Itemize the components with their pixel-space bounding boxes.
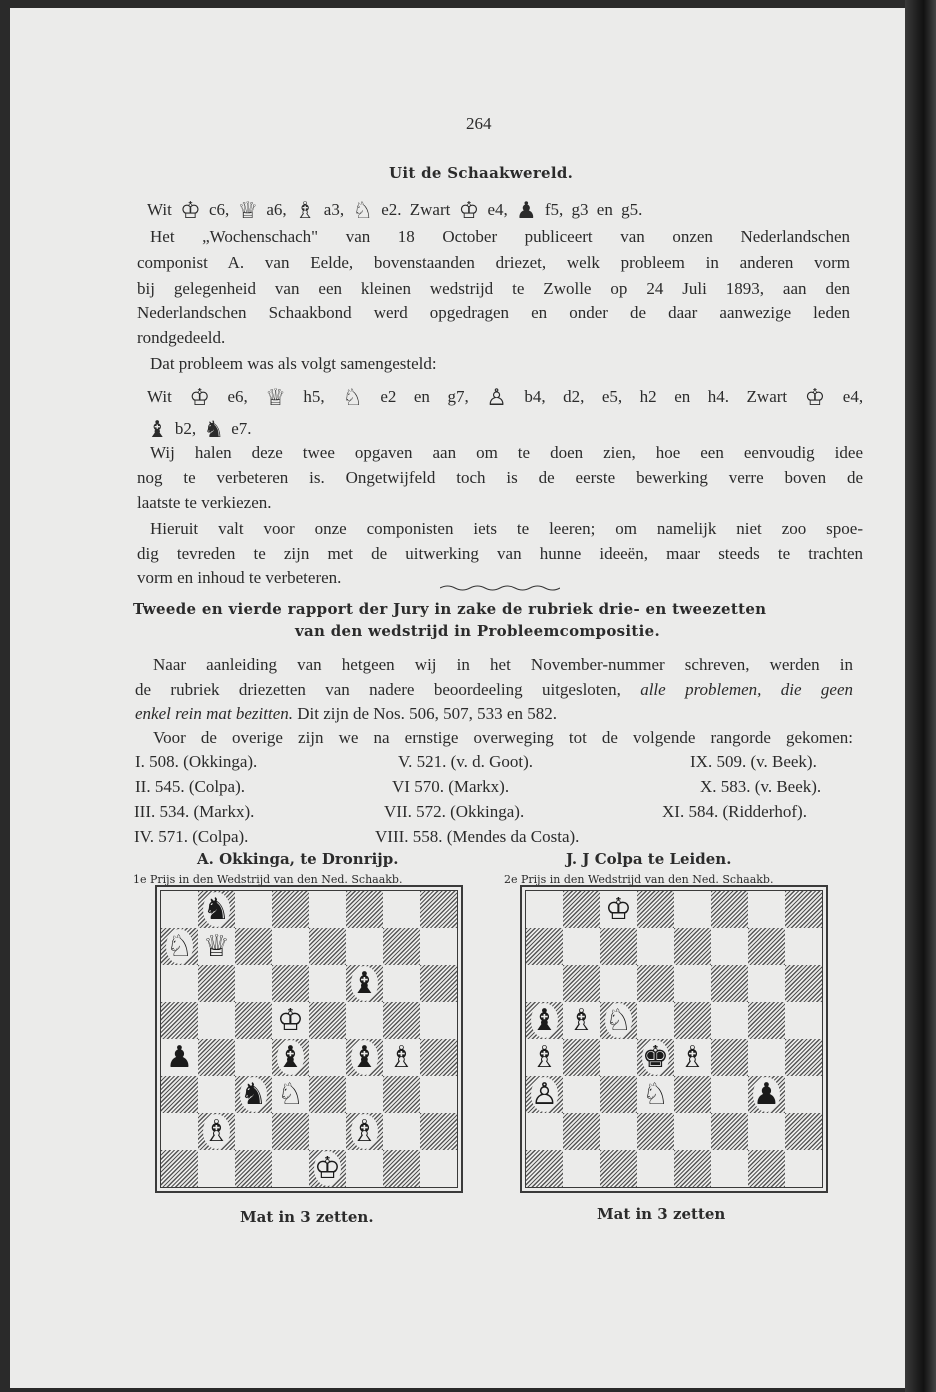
board-square: [383, 1113, 420, 1150]
italic-text-run: alle problemen, die geen: [640, 680, 853, 699]
white-king-square: e6,: [227, 387, 248, 406]
white-pawn-squares: b4, d2, e5, h2 en h4.: [524, 387, 730, 406]
white-bishop-icon: ♗: [351, 1114, 378, 1149]
section-heading-rapport-line1: Tweede en vierde rapport der Jury in zake de rubriek drie- en tweezetten: [133, 600, 767, 618]
board-square: [420, 891, 457, 928]
board-square: [674, 928, 711, 965]
label-zwart: Zwart: [746, 387, 788, 406]
board-square: [600, 928, 637, 965]
board-square: [309, 965, 346, 1002]
board-square: [198, 1150, 235, 1187]
board-square: [748, 965, 785, 1002]
paragraph-line: Dat probleem was als volgt samengesteld:: [150, 354, 437, 373]
board-square: [383, 1002, 420, 1039]
board-square: [161, 1002, 198, 1039]
board-square: [748, 891, 785, 928]
label-wit: Wit: [147, 387, 172, 406]
board-square: [161, 1150, 198, 1187]
paragraph-line: Nederlandschen Schaakbond werd opgedragen en onder de daar aanwezige leden: [137, 303, 850, 322]
white-pawn-icon: ♙: [531, 1077, 558, 1112]
board-square: [161, 965, 198, 1002]
board-square: [420, 928, 457, 965]
black-king-square: e4,: [842, 387, 864, 406]
ranking-entry: IX. 509. (v. Beek).: [690, 752, 817, 771]
paragraph-line: Het „Wochenschach" van 18 October publiceert van onzen Nederlandschen: [150, 227, 850, 246]
board-square: [420, 1113, 457, 1150]
white-knight-icon: ♘: [277, 1077, 304, 1112]
white-queen-square: h5,: [303, 387, 325, 406]
paragraph-line: rondgedeeld.: [137, 328, 226, 347]
board-square: [711, 891, 748, 928]
ranking-entry: II. 545. (Colpa).: [135, 777, 246, 796]
white-queen-icon: ♕: [237, 198, 259, 224]
board-square: [235, 1113, 272, 1150]
black-bishop-icon: ♝: [351, 1040, 378, 1075]
board-square: [346, 1076, 383, 1113]
paragraph-line: laatste te verkiezen.: [137, 493, 272, 512]
diagram-text-line-2: [147, 386, 863, 409]
board-square: [563, 1150, 600, 1187]
board-square: [563, 1039, 600, 1076]
board-square: [309, 891, 346, 928]
white-bishop-icon: ♗: [679, 1040, 706, 1075]
ranking-entry: VIII. 558. (Mendes da Costa).: [375, 827, 580, 846]
board-square: [235, 1150, 272, 1187]
paragraph-line: [135, 703, 557, 725]
board-square: [637, 1150, 674, 1187]
board-square: [309, 1113, 346, 1150]
board-square: [785, 1076, 822, 1113]
white-knight-icon: ♘: [605, 1003, 632, 1038]
chess-board-2: [520, 885, 828, 1193]
board-square: [748, 1002, 785, 1039]
problem-author-2: J. J Colpa te Leiden.: [566, 850, 732, 868]
white-pawn-icon: ♙: [486, 385, 507, 411]
board-square: [711, 965, 748, 1002]
white-knight-square: e2.: [381, 200, 402, 219]
board-square: [420, 1039, 457, 1076]
label-zwart: Zwart: [409, 200, 451, 219]
black-bishop-icon: ♝: [531, 1003, 558, 1038]
book-spine-shadow: [905, 0, 936, 1392]
board-square: [711, 1150, 748, 1187]
text-run: de rubriek driezetten van nadere beoordeeling uitgesloten,: [135, 680, 621, 699]
board-square: [563, 891, 600, 928]
ranking-entry: X. 583. (v. Beek).: [700, 777, 822, 796]
board-square: [383, 965, 420, 1002]
white-knight-icon: ♘: [166, 929, 193, 964]
board-square: [420, 1002, 457, 1039]
board-square: [309, 1076, 346, 1113]
board-square: [383, 1076, 420, 1113]
board-square: [637, 891, 674, 928]
text-run: Dit zijn de Nos. 506, 507, 533 en 582.: [297, 704, 557, 723]
black-pawn-icon: ♟: [166, 1040, 193, 1075]
paragraph-line: nog te verbeteren is. Ongetwijfeld toch is de eerste bewerking verre boven de: [137, 468, 863, 487]
board-square: [711, 1113, 748, 1150]
board-square: [785, 1150, 822, 1187]
board-square: [785, 1113, 822, 1150]
diagram-text-line-3: [147, 418, 252, 441]
book-page: [10, 8, 905, 1388]
board-square: [600, 965, 637, 1002]
board-square: [161, 1076, 198, 1113]
board-square: [526, 891, 563, 928]
board-square: [748, 928, 785, 965]
ranking-entry: IV. 571. (Colpa).: [134, 827, 249, 846]
black-pawn-squares: f5, g3 en g5.: [544, 200, 643, 219]
board-square: [785, 928, 822, 965]
board-square: [161, 1113, 198, 1150]
black-knight-icon: ♞: [203, 892, 230, 927]
board-square: [711, 928, 748, 965]
ranking-entry: III. 534. (Markx).: [134, 802, 255, 821]
paragraph-line: Voor de overige zijn we na ernstige overweging tot de volgende rangorde gekomen:: [153, 728, 853, 747]
board-square: [198, 1002, 235, 1039]
board-square: [711, 1039, 748, 1076]
board-square: [637, 1113, 674, 1150]
black-knight-icon: ♞: [240, 1077, 267, 1112]
board-square: [563, 1113, 600, 1150]
board-square: [235, 1039, 272, 1076]
board-square: [600, 1113, 637, 1150]
white-bishop-icon: ♗: [388, 1040, 415, 1075]
board-square: [748, 1039, 785, 1076]
board-square: [526, 965, 563, 1002]
chess-board-1: [155, 885, 463, 1193]
board-square: [346, 891, 383, 928]
paragraph-line: dig tevreden te zijn met de uitwerking van hunne ideeën, maar steeds te trachten: [137, 544, 863, 563]
white-bishop-icon: ♗: [294, 198, 316, 224]
board-square: [235, 1002, 272, 1039]
board-square: [785, 1002, 822, 1039]
white-bishop-icon: ♗: [531, 1040, 558, 1075]
black-king-icon: ♔: [804, 385, 826, 411]
board-square: [346, 1002, 383, 1039]
white-king-square: c6,: [208, 200, 230, 219]
board-square: [711, 1076, 748, 1113]
board-square: [272, 965, 309, 1002]
problem-prize-1: 1e Prijs in den Wedstrijd van den Ned. Schaakb.: [133, 873, 403, 886]
paragraph-line: Wij halen deze twee opgaven aan om te doen zien, hoe een eenvoudig idee: [150, 443, 863, 462]
white-king-icon: ♔: [189, 385, 210, 411]
paragraph-line: bij gelegenheid van een kleinen wedstrijd te Zwolle op 24 Juli 1893, aan den: [137, 279, 850, 298]
white-queen-icon: ♕: [265, 385, 286, 411]
board-square: [309, 1002, 346, 1039]
board-grid: [160, 890, 458, 1188]
black-king-icon: ♔: [458, 198, 480, 224]
board-square: [420, 1076, 457, 1113]
board-square: [420, 965, 457, 1002]
problem-author-1: A. Okkinga, te Dronrijp.: [197, 850, 399, 868]
board-square: [600, 1076, 637, 1113]
board-square: [346, 928, 383, 965]
black-knight-square: e7.: [231, 419, 252, 438]
board-square: [674, 1076, 711, 1113]
board-square: [785, 965, 822, 1002]
board-square: [563, 928, 600, 965]
white-king-icon: ♔: [277, 1003, 304, 1038]
board-square: [272, 928, 309, 965]
section-divider: [440, 584, 560, 592]
section-heading-schaakwereld: Uit de Schaakwereld.: [389, 164, 574, 182]
black-bishop-icon: ♝: [147, 417, 168, 443]
board-square: [272, 1150, 309, 1187]
black-pawn-icon: ♟: [516, 198, 537, 224]
section-heading-rapport-line2: van den wedstrijd in Probleemcompositie.: [295, 622, 660, 640]
board-square: [711, 1002, 748, 1039]
ranking-entry: I. 508. (Okkinga).: [135, 752, 258, 771]
board-square: [674, 891, 711, 928]
white-king-icon: ♔: [180, 198, 201, 224]
white-knight-squares: e2 en g7,: [380, 387, 469, 406]
board-square: [563, 965, 600, 1002]
white-knight-icon: ♘: [352, 198, 373, 224]
board-square: [383, 928, 420, 965]
board-grid: [525, 890, 823, 1188]
white-bishop-icon: ♗: [568, 1003, 595, 1038]
white-knight-icon: ♘: [642, 1077, 669, 1112]
board-square: [272, 1113, 309, 1150]
board-square: [637, 928, 674, 965]
ranking-entry: VII. 572. (Okkinga).: [384, 802, 525, 821]
ranking-entry: VI 570. (Markx).: [392, 777, 510, 796]
board-square: [748, 1150, 785, 1187]
board-square: [346, 1150, 383, 1187]
board-square: [526, 1150, 563, 1187]
board-square: [600, 1039, 637, 1076]
board-square: [383, 891, 420, 928]
board-square: [600, 1150, 637, 1187]
board-square: [526, 1113, 563, 1150]
board-square: [526, 928, 563, 965]
problem-prize-2: 2e Prijs in den Wedstrijd van den Ned. Schaakb.: [504, 873, 774, 886]
board-square: [785, 891, 822, 928]
board-square: [309, 1039, 346, 1076]
problem-caption-1: Mat in 3 zetten.: [240, 1208, 374, 1226]
board-square: [272, 891, 309, 928]
problem-caption-2: Mat in 3 zetten: [597, 1205, 726, 1223]
board-square: [674, 1150, 711, 1187]
board-square: [235, 891, 272, 928]
black-king-square: e4,: [487, 200, 508, 219]
board-square: [785, 1039, 822, 1076]
ranking-entry: XI. 584. (Ridderhof).: [662, 802, 807, 821]
board-square: [563, 1076, 600, 1113]
board-square: [235, 965, 272, 1002]
white-bishop-square: a3,: [323, 200, 345, 219]
black-bishop-square: b2,: [174, 419, 197, 438]
board-square: [383, 1150, 420, 1187]
white-queen-square: a6,: [266, 200, 287, 219]
white-king-icon: ♔: [314, 1151, 341, 1186]
board-square: [309, 928, 346, 965]
board-square: [637, 965, 674, 1002]
paragraph-line: [135, 679, 853, 701]
board-square: [198, 965, 235, 1002]
board-square: [674, 1002, 711, 1039]
board-square: [674, 965, 711, 1002]
board-square: [748, 1113, 785, 1150]
italic-text-run: enkel rein mat bezitten.: [135, 704, 293, 723]
black-knight-icon: ♞: [203, 417, 224, 443]
page-number: 264: [466, 114, 492, 133]
board-square: [161, 891, 198, 928]
paragraph-line: Naar aanleiding van hetgeen wij in het November-nummer schreven, werden in: [153, 655, 853, 674]
paragraph-line: componist A. van Eelde, bovenstaanden driezet, welk probleem in anderen vorm: [137, 253, 850, 272]
label-wit: Wit: [147, 200, 172, 219]
board-square: [637, 1002, 674, 1039]
board-square: [235, 928, 272, 965]
paragraph-line: Hieruit valt voor onze componisten iets te leeren; om namelijk niet zoo spoe-: [150, 519, 863, 538]
black-pawn-icon: ♟: [753, 1077, 780, 1112]
ranking-entry: V. 521. (v. d. Goot).: [398, 752, 534, 771]
black-bishop-icon: ♝: [351, 966, 378, 1001]
white-king-icon: ♔: [605, 892, 632, 927]
black-bishop-icon: ♝: [277, 1040, 304, 1075]
paragraph-line: vorm en inhoud te verbeteren.: [137, 568, 342, 587]
board-square: [674, 1113, 711, 1150]
board-square: [420, 1150, 457, 1187]
white-queen-icon: ♕: [203, 929, 230, 964]
white-knight-icon: ♘: [342, 385, 363, 411]
diagram-text-line-1: [147, 199, 807, 222]
white-bishop-icon: ♗: [203, 1114, 230, 1149]
black-king-icon: ♚: [642, 1040, 669, 1075]
board-square: [198, 1076, 235, 1113]
board-square: [198, 1039, 235, 1076]
